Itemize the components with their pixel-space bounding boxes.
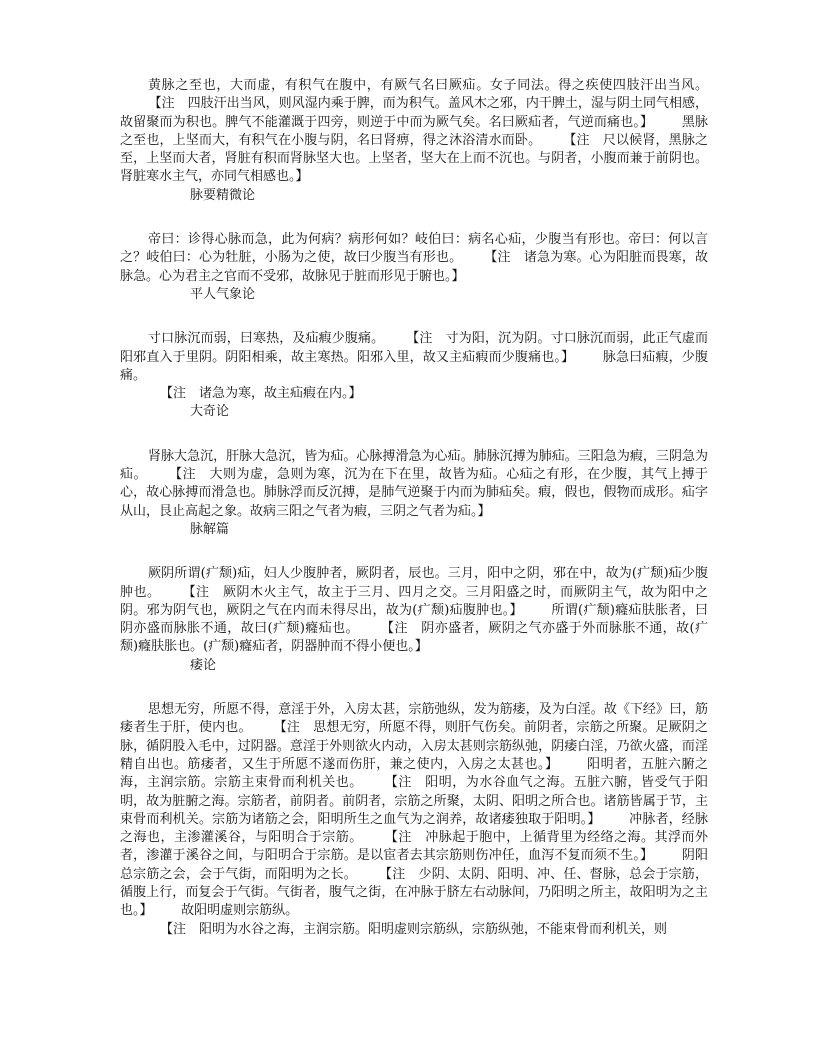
classic-text: 寸口脉沉而弱，曰寒热，及疝瘕少腹痛。 [148,331,385,347]
annotation-text: 【注 诸急为寒，故主疝瘕在内。】 [160,386,362,402]
annotation-text: 【注 尺以候肾，黑脉之至，上坚而大者，肾脏有积而肾脉坚大也。上坚者，坚大在上而不沉也。与阴者，小腹而兼于前阴也。肾脏寒水主气，亦同气相感也。】 [120,132,708,185]
body-paragraph [120,565,708,656]
section-heading: 平人气象论 [190,286,256,302]
annotation-text: 【注 诸急为寒。心为阳脏而畏寒，故脉急。心为君主之官而不受邪，故脉见于脏而形见于腑也。】 [120,250,708,284]
classic-text: 肾脉大急沉，肝脉大急沉，皆为疝。心脉搏滑急为心疝。肺脉沉搏为肺疝。三阳急为瘕，三阴急为疝。 [120,448,708,483]
classic-text: 思想无穷，所愿不得，意淫于外，入房太甚，宗筋弛纵，发为筋痿，及为白淫。故《下经》曰，筋痿者生于肝，使内也。 [120,702,708,736]
classic-text: 帝曰：诊得心脉而急，此为何病？病形何如？岐伯曰：病名心疝，少腹当有形也。帝曰：何以言之？岐伯曰：心为牡脏，小肠为之使，故曰少腹当有形也。 [120,232,708,266]
annotation-text: 【注 阴亦盛者，厥阴之气亦盛于外而脉胀不通，故(疒颓)癃肤胀也。(疒颓)癃疝者，阴器肿而不得小便也。】 [120,621,708,655]
body-paragraph [120,385,708,403]
classic-text: 阴阳总宗筋之会，会于气街，而阳明为之长。 [120,848,708,882]
annotation-text: 【注 阳明，为水谷血气之海。五脏六腑，皆受气于阳明，故为脏腑之海。宗筋者，前阴者。前阴者，宗筋之所聚，太阴、阳明之所合也。诸筋皆属于节，主束骨而利机关。宗筋为诸筋之会，阳明所生之血气为之润养，故诸痿独取于阳明。】 [120,775,708,827]
body-paragraph [120,448,708,521]
annotation-text: 【注 冲脉起于胞中，上循背里为经络之海。其浮而外者，渗灌于溪谷之间，与阳明合于宗筋。是以宦者去其宗筋则伤冲任，血泻不复而须不生。】 [120,830,708,864]
classic-text: 冲脉者，经脉之海也，主渗灌溪谷，与阳明合于宗筋。 [120,811,708,846]
classic-text: 黄脉之至也，大而虚，有积气在腹中，有厥气名曰厥疝。女子同法。得之疾使四肢汗出当风。 [148,78,708,93]
body-paragraph [120,701,708,921]
annotation-text: 【注 少阴、太阴、阳明、冲、任、督脉，总会于宗筋，循腹上行，而复会于气街。气街者，腹气之街，在冲脉于脐左右动脉间，乃阳明之所主，故阳明为之主也。】 [120,866,708,919]
annotation-text: 【注 寸为阳，沉为阴。寸口脉沉而弱，此正气虚而阳邪直入于里阴。阴阳相乘，故主寒热。阳邪入里，故又主疝瘕而少腹痛也。】 [120,331,708,365]
body-paragraph [120,231,708,286]
body-paragraph [120,77,708,187]
body-paragraph [120,921,708,939]
classic-text: 黑脉之至也，上坚而大，有积气在小腹与阴，名曰肾痹，得之沐浴清水而卧。 [120,114,708,148]
classic-text: 脉急曰疝瘕，少腹痛。 [120,349,708,383]
body-paragraph [120,330,708,385]
annotation-text: 【注 阳明为水谷之海，主润宗筋。阳明虚则宗筋纵，宗筋纵弛，不能束骨而利机关，则 [160,921,668,937]
section-heading: 脉要精微论 [190,187,256,203]
classic-text: 所谓(疒颓)癃疝肤胀者，曰阴亦盛而脉胀不通，故曰(疒颓)癃疝也。 [120,602,708,637]
annotation-text: 【注 厥阴木火主气，故主于三月、四月之交。三月阳盛之时，而厥阴主气，故为阳中之阴。邪为阴气也，厥阴之气在内而未得尽出，故为(疒颓)疝腹肿也。】 [120,584,708,618]
annotation-text: 【注 大则为虚，急则为寒，沉为在下在里，故皆为疝。心疝之有形，在少腹，其气上搏于心，故心脉搏而滑急也。肺脉浮而反沉搏，是肺气逆聚于内而为肺疝矣。瘕，假也，假物而成形。疝字从山，艮止高起之象。故病三阳之气者为瘕，三阴之气者为疝。】 [120,467,708,519]
annotation-text: 【注 思想无穷，所愿不得，则肝气伤矣。前阴者，宗筋之所聚。足厥阴之脉，循阴股入毛中，过阴器。意淫于外则欲火内动，入房太甚则宗筋纵弛，阴痿白淫，乃欲火盛，而淫精自出也。筋痿者，又生于所愿不遂而伤肝，兼之使内，入房之太甚也。】 [120,720,708,772]
section-heading: 大奇论 [190,404,230,420]
classic-text: 故阳明虚则宗筋纵。 [181,903,299,919]
document-body [120,77,708,939]
section-heading: 痿论 [190,657,217,673]
classic-text: 厥阴所谓(疒颓)疝，妇人少腹肿者，厥阴者，辰也。三月，阳中之阴，邪在中，故为(疒颓)疝少腹肿也。 [120,566,708,600]
annotation-text: 【注 四肢汗出当风，则风湿内乘于脾，而为积气。盖风木之邪，内干脾土，湿与阴土同气相感，故留聚而为积也。脾气不能灌溉于四旁，则逆于中而为厥气矣。名曰厥疝者，气逆而痛也。】 [120,96,708,130]
classic-text: 阳明者，五脏六腑之海，主润宗筋。宗筋主束骨而利机关也。 [120,756,708,791]
section-heading: 脉解篇 [190,521,230,537]
